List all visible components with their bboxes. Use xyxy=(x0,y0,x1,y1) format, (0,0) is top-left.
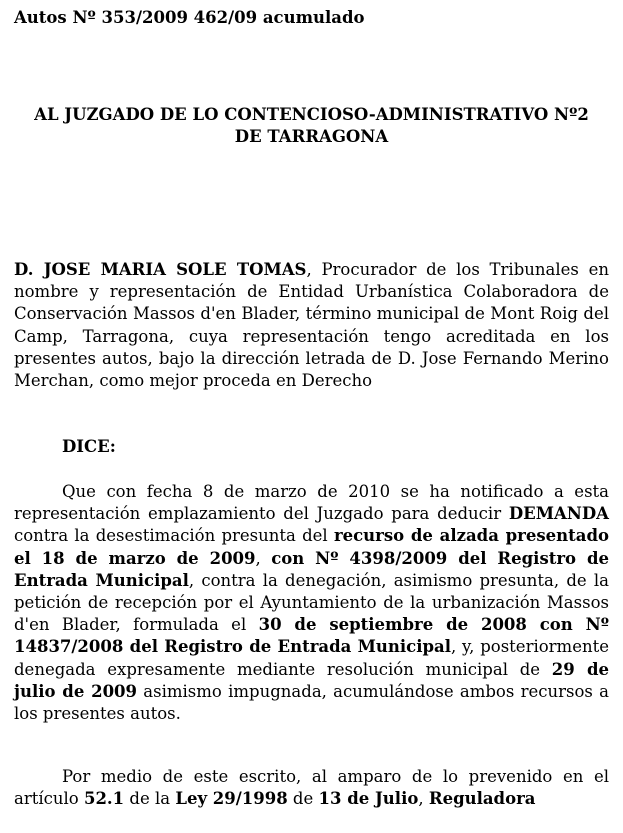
body-bold-registro-1: con Nº 4398/2009 del Registro de Entrada Municipal xyxy=(14,548,609,590)
court-heading-line-1: AL JUZGADO DE LO CONTENCIOSO-ADMINISTRATIVO Nº2 xyxy=(34,105,589,124)
case-reference: Autos Nº 353/2009 462/09 acumulado xyxy=(14,8,365,27)
intro-text: , Procurador de los Tribunales en nombre y representación de Entidad Urbanística Colaboradora de Conservación Massos d'en Blader, término municipal de Mont Roig del Camp, Tarragona, cuya representación tengo acreditada en los presentes autos, bajo la dirección letrada de D. Jose Fernando Merino Merchan, como mejor proceda en Derecho xyxy=(14,260,609,391)
body-text-2: contra la desestimación presunta del xyxy=(14,526,334,546)
attorney-name: D. JOSE MARIA SOLE TOMAS xyxy=(14,260,307,279)
closing-text-4: , xyxy=(418,789,429,809)
closing-text-1: Por medio de este escrito, al amparo de lo prevenido en el artículo xyxy=(14,767,609,809)
body-bold-demanda: DEMANDA xyxy=(508,504,609,524)
closing-text-2: de la xyxy=(124,789,176,809)
body-text-1: Que con fecha 8 de marzo de 2010 se ha notificado a esta representación emplazamiento del Juzgado para deducir xyxy=(14,482,609,524)
body-bold-date: 29 de julio de 2009 xyxy=(14,659,609,701)
court-heading-line-2: DE TARRAGONA xyxy=(234,127,389,146)
closing-bold-date: 13 de Julio xyxy=(318,789,419,809)
body-text-5: , y, posteriormente denegada expresamente mediante resolución municipal de xyxy=(14,637,609,679)
dice-heading: DICE: xyxy=(62,437,116,456)
body-text-6: asimismo impugnada, acumulándose ambos recursos a los presentes autos. xyxy=(14,681,609,724)
closing-bold-law: Ley 29/1998 xyxy=(175,789,288,809)
body-text-3: , xyxy=(255,548,272,568)
body-text-4: , contra la denegación, asimismo presunta, de la petición de recepción por el Ayuntamiento de la urbanización Massos d'en Blader, formulada el xyxy=(14,570,610,635)
body-bold-recurso: recurso de alzada presentado el 18 de marzo de 2009 xyxy=(14,526,610,568)
body-paragraph xyxy=(14,481,609,725)
body-bold-registro-2: 30 de septiembre de 2008 con Nº 14837/2008 del Registro de Entrada Municipal xyxy=(14,615,609,657)
closing-bold-reguladora: Reguladora xyxy=(428,789,536,809)
intro-paragraph xyxy=(14,259,609,392)
closing-text-3: de xyxy=(287,789,319,809)
court-heading xyxy=(14,104,609,148)
closing-bold-article: 52.1 xyxy=(83,789,125,809)
closing-paragraph xyxy=(14,766,609,810)
